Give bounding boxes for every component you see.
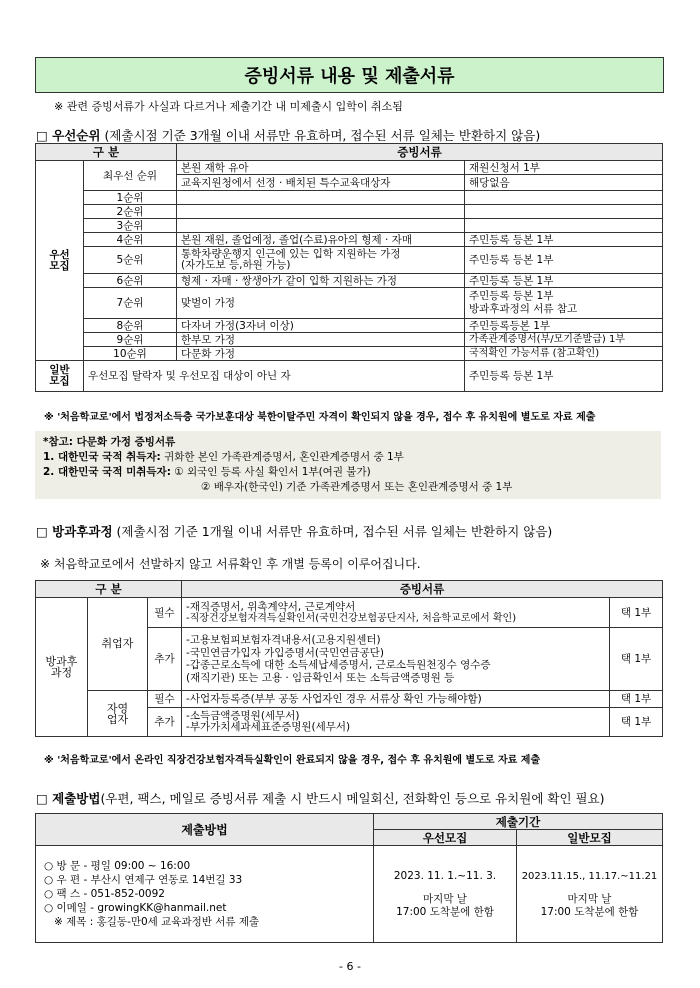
afterschool-heading-note: (제출시점 기준 1개월 이내 서류만 유효하며, 접수된 서류 일체는 반환하지 않음) [116,524,553,539]
rank-desc: 한부모 가정 [177,333,465,347]
doc-line: -부가가치세과세표준증명원(세무서) [186,721,351,733]
method-line: ○ 팩 스 - 051-852-0092 [44,888,165,900]
ref-line3-text: ② 배우자(한국인) 기준 가족관계증명서 또는 혼인관계증명서 중 1부 [201,481,513,493]
rank-label: 8순위 [84,319,177,333]
rank-desc-line: 통학차량운행지 인근에 있는 입학 지원하는 가정 [181,248,401,260]
rank-doc [465,191,663,205]
submit-table [35,813,663,943]
rank-desc: 본원 재원, 졸업예정, 졸업(수료)유아의 형제 · 자매 [177,233,465,247]
rank-desc [177,205,465,219]
doc-line: -국민연금가입자 가입증명서(국민연금공단) [186,646,384,659]
choose-label: 택 1부 [610,708,663,737]
page-number: - 6 - [339,960,361,973]
ref-title: *참고: 다문화 가정 증빙서류 [43,436,176,448]
submit-heading-label: □ 제출방법 [36,791,101,806]
top-row-desc: 교육지원청에서 선정 · 배치된 특수교육대상자 [177,175,465,191]
rank-doc: 주민등록 등본 1부 [465,274,663,288]
general-note: 마지막 날 [567,892,612,905]
rank-desc-line: (자가도보 등,하원 가능) [181,259,291,271]
choose-label: 택 1부 [610,691,663,708]
top-row-doc: 해당없음 [465,175,663,191]
method-line: ○ 이메일 - growingKK@hanmail.net [44,902,227,914]
rank-doc: 국적확인 가능서류 (참고확인) [465,347,663,361]
rank-label: 4순위 [84,233,177,247]
afterschool-note: ※ 처음학교로에서 선발하지 않고 서류확인 후 개별 등록이 이루어집니다. [40,557,421,571]
ref-line1-text: 귀화한 본인 가족관계증명서, 혼인관계증명서 중 1부 [164,451,404,463]
priority-period-cell [374,846,517,943]
col-priority: 우선모집 [374,830,517,846]
priority-group-label: 우선 모집 [36,161,84,361]
employed-label: 취업자 [88,598,148,691]
rank-doc [465,219,663,233]
rank-label: 3순위 [84,219,177,233]
priority-heading [36,126,540,144]
rank-label: 5순위 [84,247,177,274]
submit-heading-note: (우편, 팩스, 메일로 증빙서류 제출 시 반드시 메일회신, 전화확인 등으로 유치원에 확인 필요) [100,791,605,806]
method-line: ○ 우 편 - 부산시 연제구 연동로 14번길 33 [44,874,243,886]
doc-line: -고용보험피보험자격내용서(고용지원센터) [186,634,381,646]
doc-line: -재직증명서, 위촉계약서, 근로계약서 [186,600,356,613]
priority-period: 2023. 11. 1.~11. 3. [393,869,497,882]
required-label: 필수 [148,598,182,628]
general-period-cell [517,846,663,943]
rank-doc-line: 방과후과정의 서류 참고 [469,303,578,315]
general-period: 2023.11.15., 11.17.~11.21 [521,870,658,882]
rank-label: 10순위 [84,347,177,361]
ref-line2-label: 2. 대한민국 국적 미취득자: [43,466,171,478]
self-required-docs: -사업자등록증(부부 공동 사업자인 경우 서류상 확인 가능해야함) [182,691,610,708]
col-category: 구 분 [36,144,177,161]
ref-line2-text: ① 외국인 등록 사실 확인서 1부(여권 불가) [174,466,371,478]
priority-note: 17:00 도착분에 한함 [396,905,494,918]
rank-doc [465,288,663,319]
doc-line: -직장건강보험자격득실확인서(국민건강보험공단지사, 처음학교로에서 확인) [186,612,517,624]
col-docs: 증빙서류 [182,581,663,598]
priority-heading-note: (제출시점 기준 3개월 이내 서류만 유효하며, 접수된 서류 일체는 반환하지 않음) [104,128,541,143]
choose-label: 택 1부 [610,628,663,691]
general-group-label: 일반 모집 [36,361,84,392]
afterschool-group-label: 방과후 과정 [36,598,88,737]
method-line: ○ 방 문 - 평일 09:00 ~ 16:00 [44,860,191,872]
priority-heading-label: □ 우선순위 [36,128,101,143]
rank-label: 7순위 [84,288,177,319]
priority-table [35,143,663,392]
col-category: 구 분 [36,581,182,598]
rank-label: 2순위 [84,205,177,219]
rank-desc [177,191,465,205]
afterschool-heading-label: □ 방과후과정 [36,524,113,539]
choose-label: 택 1부 [610,598,663,628]
required-label: 필수 [148,691,182,708]
rank-label: 9순위 [84,333,177,347]
general-doc: 주민등록 등본 1부 [465,361,663,392]
multicultural-reference-box [35,431,661,499]
employed-required-docs [182,598,610,628]
rank-doc [465,205,663,219]
rank-label: 6순위 [84,274,177,288]
top-row-doc: 재원신청서 1부 [465,161,663,175]
doc-line: -갑종근로소득에 대한 소득세납세증명서, 근로소득원천징수 영수증 [186,659,491,671]
afterschool-heading [36,522,552,540]
rank-doc-line: 주민등록 등본 1부 [469,290,554,302]
general-desc: 우선모집 탈락자 및 우선모집 대상이 아닌 자 [84,361,465,392]
priority-note: 마지막 날 [423,892,467,905]
afterschool-table [35,580,663,737]
doc-line: (재직기관) 또는 고용 · 임금확인서 또는 소득금액증명원 등 [186,671,455,684]
rank-label: 1순위 [84,191,177,205]
general-note: 17:00 도착분에 한함 [540,905,639,918]
method-line: ※ 제목 : 홍길동-만0세 교육과정반 서류 제출 [54,916,260,928]
rank-doc: 가족관계증명서(부/모기준발급) 1부 [465,333,663,347]
rank-desc: 형제 · 자매 · 쌍생아가 같이 입학 지원하는 가정 [177,274,465,288]
col-period: 제출기간 [374,814,663,830]
self-employed-label: 자영 업자 [88,691,148,737]
col-docs: 증빙서류 [177,144,663,161]
rank-desc: 다자녀 가정(3자녀 이상) [177,319,465,333]
doc-line: -소득금액증명원(세무서) [186,710,300,722]
afterschool-footnote: ※ '처음학교로'에서 온라인 직장건강보험자격득실확인이 완료되지 않을 경우, 접수 후 유치원에 별도로 자료 제출 [44,755,541,766]
page-title: 증빙서류 내용 및 제출서류 [35,57,664,93]
top-priority-label: 최우선 순위 [84,161,177,191]
rank-desc: 다문화 가정 [177,347,465,361]
methods-cell [36,846,374,943]
top-row-desc: 본원 재학 유아 [177,161,465,175]
rank-desc: 맞벌이 가정 [177,288,465,319]
rank-desc [177,247,465,274]
rank-doc: 주민등록 등본 1부 [465,247,663,274]
col-method: 제출방법 [36,814,374,846]
rank-doc: 주민등록등본 1부 [465,319,663,333]
ref-line1-label: 1. 대한민국 국적 취득자: [43,451,161,463]
submit-heading [36,789,605,807]
employed-extra-docs [182,628,610,691]
priority-footnote: ※ '처음학교로'에서 법정저소득층 국가보훈대상 북한이탈주민 자격이 확인되지 않을 경우, 접수 후 유치원에 별도로 자료 제출 [44,412,596,423]
col-general: 일반모집 [517,830,663,846]
rank-doc: 주민등록 등본 1부 [465,233,663,247]
top-note: ※ 관련 증빙서류가 사실과 다르거나 제출기간 내 미제출시 입학이 취소됨 [54,100,403,113]
extra-label: 추가 [148,628,182,691]
extra-label: 추가 [148,708,182,737]
self-extra-docs [182,708,610,737]
rank-desc [177,219,465,233]
